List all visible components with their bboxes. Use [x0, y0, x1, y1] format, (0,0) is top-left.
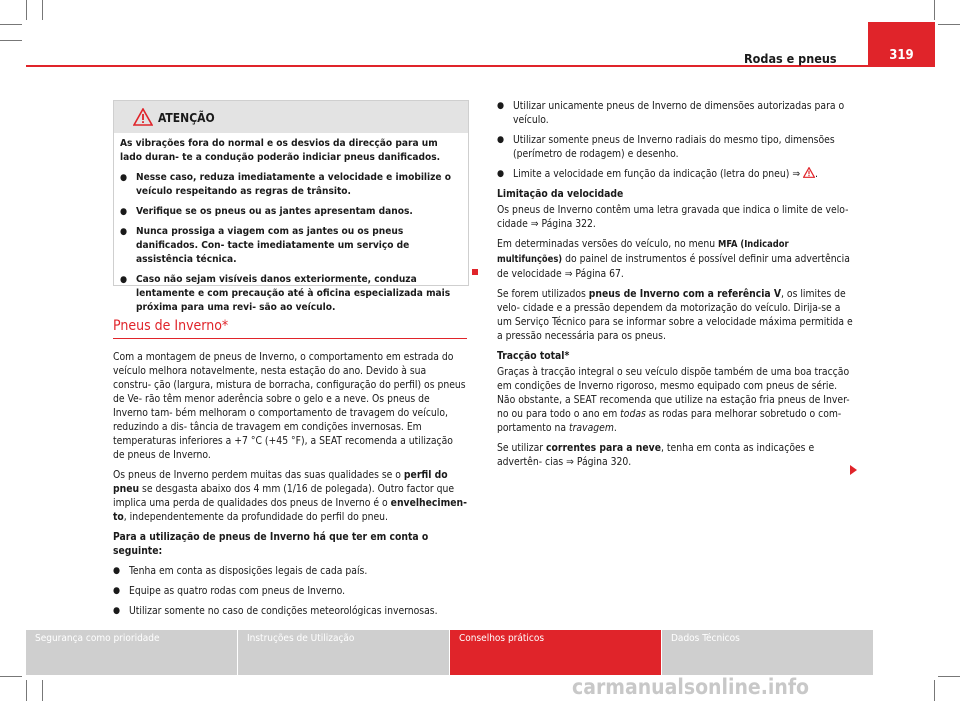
footer-tabs — [26, 630, 873, 675]
crop-mark — [42, 680, 43, 701]
warning-box — [113, 100, 469, 313]
right-column — [497, 99, 854, 475]
paragraph: Os pneus de Inverno perdem muitas das suas qualidades se o perfil do pneu se desgasta abaixo dos 4 mm (1/16 de polegada). Outro factor que implica uma perda de qualidades dos pneus de Inverno é o envelhecimen- to, independentemente da profundidade do perfil do pneu. — [113, 469, 467, 523]
subheading: Limitação da velocidade — [497, 188, 624, 200]
list-item: ● Utilizar somente no caso de condições meteorológicas invernosas. — [113, 605, 438, 617]
crop-mark — [0, 676, 22, 677]
crop-mark — [26, 0, 27, 20]
left-column — [113, 350, 467, 624]
crop-mark — [42, 0, 43, 20]
paragraph: Com a montagem de pneus de Inverno, o comportamento em estrada do veículo melhora notavelmente, nesta estação do ano. Devido à sua constru- ção (largura, mistura de borracha, configuração do perfil) os pneus de Ve- rão têm menor aderência sobre o gelo e a neve. Os pneus de Inverno tam- bém melhoram o comportamento de travagem do veículo, reduzindo a dis- tância de travagem em condições invernosas. Em temperaturas inferiores a +7 °C (+45 °F), a SEAT recomenda a utilização de pneus de Inverno. — [113, 351, 466, 461]
warning-triangle-icon[interactable] — [803, 167, 815, 178]
list-item: ● Tenha em conta as disposições legais de cada país. — [113, 565, 368, 577]
warning-intro: As vibrações fora do normal e os desvios da direcção para um lado duran- te a condução poderão indiciar pneus danificados. — [120, 138, 441, 163]
tab-dados-tecnicos[interactable]: Dados Técnicos — [662, 630, 873, 675]
subheading: Tracção total* — [497, 350, 570, 362]
paragraph: Em determinadas versões do veículo, no menu MFA (Indicador multifunções) do painel de instrumentos é possível definir uma advertência de velocidade ⇒ Página 67. — [497, 238, 850, 280]
section-heading: Pneus de Inverno* — [113, 318, 229, 334]
section-title: Rodas e pneus — [744, 51, 837, 66]
page-number-box — [868, 22, 935, 67]
list-item: ● Equipe as quatro rodas com pneus de Inverno. — [113, 585, 346, 597]
tab-seguranca[interactable]: Segurança como prioridade — [26, 630, 237, 675]
tab-instrucoes[interactable]: Instruções de Utilização — [238, 630, 449, 675]
warning-title: ATENÇÃO — [158, 111, 215, 125]
warning-header — [114, 101, 468, 133]
heading-rule — [113, 338, 467, 339]
paragraph: Os pneus de Inverno contêm uma letra gravada que indica o limite de velo- cidade ⇒ Página 322. — [497, 204, 849, 230]
crop-mark — [26, 680, 27, 701]
crop-mark — [0, 24, 22, 25]
warning-item: ● Caso não sejam visíveis danos exteriormente, conduza lentamente e com precaução até à oficina especializada mais próxima para uma revi- são ao veículo. — [120, 274, 451, 313]
crop-mark — [934, 680, 935, 701]
crop-mark — [0, 40, 22, 41]
paragraph: Graças à tracção integral o seu veículo dispõe também de uma boa tracção em condições de Inverno rigoroso, mesmo equipado com pneus de série. Não obstante, a SEAT recomenda que utilize na estação fria pneus de Inver- no ou para todo o ano em todas as rodas para melhorar sobretudo o com- portamento na travagem. — [497, 366, 850, 434]
crop-mark — [938, 676, 960, 677]
tab-conselhos[interactable]: Conselhos práticos — [450, 630, 661, 675]
warning-item: ● Nesse caso, reduza imediatamente a velocidade e imobilize o veículo respeitando as regras de trânsito. — [120, 172, 451, 197]
warning-end-marker — [472, 269, 478, 275]
continue-arrow-icon — [850, 465, 857, 475]
list-item: ● Limite a velocidade em função da indicação (letra do pneu) ⇒ . — [497, 168, 818, 180]
list-item: ● Utilizar somente pneus de Inverno radiais do mesmo tipo, dimensões (perímetro de rodagem) e desenho. — [497, 134, 835, 160]
watermark: carmanualsonline.info — [572, 675, 810, 699]
subheading: Para a utilização de pneus de Inverno há que ter em conta o seguinte: — [113, 531, 429, 557]
warning-body — [114, 133, 468, 315]
warning-triangle-icon — [133, 108, 153, 126]
warning-item: ● Verifique se os pneus ou as jantes apresentam danos. — [120, 206, 413, 217]
crop-mark — [938, 24, 960, 25]
page-number: 319 — [889, 48, 914, 63]
crop-mark — [934, 0, 935, 20]
paragraph: Se utilizar correntes para a neve, tenha em conta as indicações e advertên- cias ⇒ Página 320. — [497, 442, 815, 468]
list-item: ● Utilizar unicamente pneus de Inverno de dimensões autorizadas para o veículo. — [497, 100, 845, 126]
paragraph: Se forem utilizados pneus de Inverno com a referência V, os limites de velo- cidade e a pressão dependem da motorização do veículo. Dirija-se a um Serviço Técnico para se informar sobre a velocidade máxima permitida e a pressão necessária para os pneus. — [497, 288, 853, 342]
warning-item: ● Nunca prossiga a viagem com as jantes ou os pneus danificados. Con- tacte imediatamente um serviço de assistência técnica. — [120, 226, 410, 265]
